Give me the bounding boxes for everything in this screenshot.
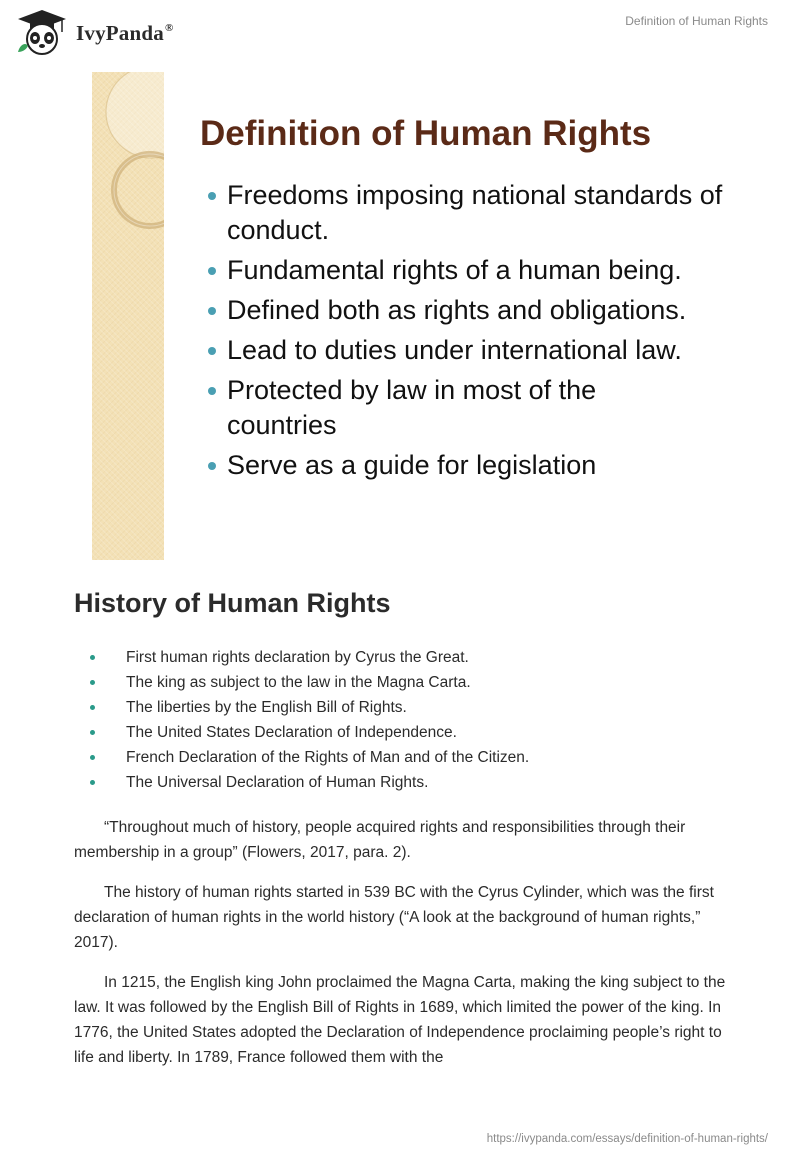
brand-name: IvyPanda® <box>76 20 174 45</box>
bullet-dot-icon <box>90 680 95 685</box>
bullet-dot-icon <box>90 730 95 735</box>
decorative-circles-icon <box>92 72 164 272</box>
list-item: The United States Declaration of Independence. <box>74 720 734 745</box>
slide-bullet: Freedoms imposing national standards of conduct. <box>206 178 726 248</box>
paragraph-history-start: The history of human rights started in 539 BC with the Cyrus Cylinder, which was the first declaration of human rights in the world history (“A look at the background of human rights,” 2017). <box>74 884 714 951</box>
list-item: The liberties by the English Bill of Rights. <box>74 695 734 720</box>
list-item: The king as subject to the law in the Magna Carta. <box>74 670 734 695</box>
bullet-dot-icon <box>208 462 216 470</box>
bullet-dot-icon <box>208 267 216 275</box>
paragraph-quote: “Throughout much of history, people acquired rights and responsibilities through their membership in a group” (Flowers, 2017, para. 2). <box>74 819 686 861</box>
bullet-dot-icon <box>208 192 216 200</box>
list-item: French Declaration of the Rights of Man and of the Citizen. <box>74 745 734 770</box>
slide-image <box>92 72 732 560</box>
bullet-dot-icon <box>208 307 216 315</box>
slide-bullet: Serve as a guide for legislation <box>206 448 726 483</box>
bullet-dot-icon <box>208 387 216 395</box>
site-logo[interactable] <box>14 8 173 56</box>
paragraph-history-events: In 1215, the English king John proclaimed the Magna Carta, making the king subject to the law. It was followed by the English Bill of Rights in 1689, which limited the power of the king. In 1776, the United States adopted the Declaration of Independence proclaiming people’s right to life and liberty. In 1789, France followed them with the <box>74 974 726 1066</box>
slide-bullet-list <box>206 178 726 488</box>
section-heading: History of Human Rights <box>74 588 391 618</box>
list-item: First human rights declaration by Cyrus the Great. <box>74 645 734 670</box>
slide-bullet: Fundamental rights of a human being. <box>206 253 726 288</box>
bullet-dot-icon <box>90 705 95 710</box>
history-list <box>74 645 734 795</box>
slide-title: Definition of Human Rights <box>200 114 652 153</box>
header-page-title: Definition of Human Rights <box>625 14 768 28</box>
bullet-dot-icon <box>90 780 95 785</box>
list-item: The Universal Declaration of Human Rights. <box>74 770 734 795</box>
footer-url-link[interactable]: https://ivypanda.com/essays/definition-of-human-rights/ <box>486 1133 768 1145</box>
slide-bullet: Lead to duties under international law. <box>206 333 726 368</box>
panda-logo-icon <box>14 8 70 56</box>
slide-bullet: Protected by law in most of the countries <box>206 373 726 443</box>
bullet-dot-icon <box>90 755 95 760</box>
bullet-dot-icon <box>90 655 95 660</box>
bullet-dot-icon <box>208 347 216 355</box>
slide-decorative-band <box>92 72 164 560</box>
slide-bullet: Defined both as rights and obligations. <box>206 293 726 328</box>
